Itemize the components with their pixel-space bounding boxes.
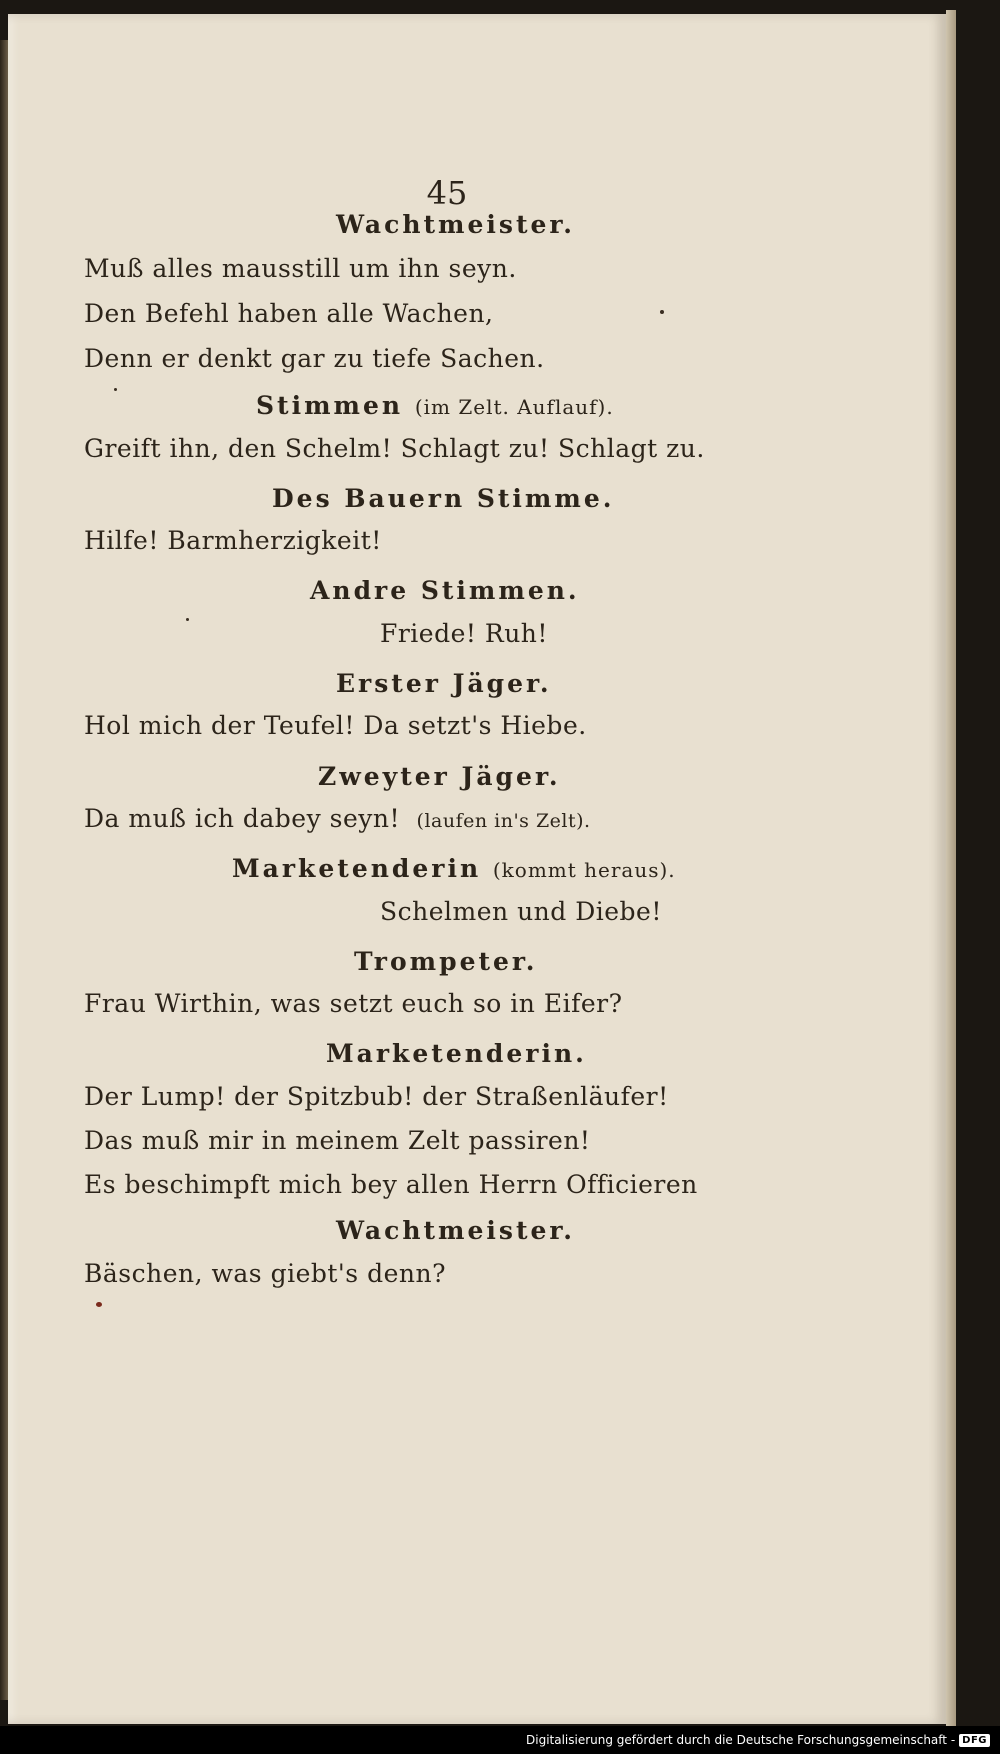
page-number: 45 (426, 174, 468, 212)
speaker-heading: Des Bauern Stimme. (272, 484, 615, 513)
verse-line: Den Befehl haben alle Wachen, (84, 299, 494, 328)
verse-line (84, 804, 591, 833)
verse-line: Der Lump! der Spitzbub! der Straßenläufer! (84, 1082, 669, 1111)
speaker-heading (232, 854, 676, 883)
book-spine-shadow (0, 40, 8, 1700)
verse-line: Das muß mir in meinem Zelt passiren! (84, 1126, 591, 1155)
speaker-heading: Wachtmeister. (336, 210, 576, 239)
footer-credit: Digitalisierung gefördert durch die Deutsche Forschungsgemeinschaft - (526, 1733, 956, 1747)
verse-line: Greift ihn, den Schelm! Schlagt zu! Schlagt zu. (84, 434, 705, 463)
dfg-logo: DFG (959, 1734, 990, 1747)
speaker-heading: Zweyter Jäger. (318, 762, 561, 791)
speaker-heading: Andre Stimmen. (310, 576, 580, 605)
verse-line: Schelmen und Diebe! (380, 897, 662, 926)
speaker-heading: Wachtmeister. (336, 1216, 576, 1245)
ink-speck (114, 388, 117, 391)
speaker-heading: Marketenderin. (326, 1039, 587, 1068)
ink-speck (186, 618, 189, 621)
speaker-heading: Trompeter. (354, 947, 538, 976)
verse-line: Hilfe! Barmherzigkeit! (84, 526, 382, 555)
verse-text: Da muß ich dabey seyn! (84, 804, 401, 833)
verse-line: Bäschen, was giebt's denn? (84, 1259, 446, 1288)
digitization-footer (0, 1726, 1000, 1754)
verse-line: Muß alles mausstill um ihn seyn. (84, 254, 517, 283)
verse-line: Es beschimpft mich bey allen Herrn Officieren (84, 1170, 698, 1199)
verse-line: Friede! Ruh! (380, 619, 548, 648)
verse-line: Denn er denkt gar zu tiefe Sachen. (84, 344, 545, 373)
speaker-heading (256, 391, 614, 420)
speaker-name: Stimmen (256, 391, 404, 420)
stage-direction: (laufen in's Zelt). (416, 810, 591, 832)
stage-direction: (kommt heraus). (492, 858, 676, 882)
speaker-heading: Erster Jäger. (336, 669, 552, 698)
page-edge (946, 10, 956, 1726)
ink-speck (660, 310, 664, 314)
book-page (8, 14, 946, 1724)
speaker-name: Marketenderin (232, 854, 482, 883)
ink-speck (96, 1302, 102, 1307)
stage-direction: (im Zelt. Auflauf). (414, 395, 614, 419)
verse-line: Frau Wirthin, was setzt euch so in Eifer? (84, 989, 623, 1018)
verse-line: Hol mich der Teufel! Da setzt's Hiebe. (84, 711, 587, 740)
